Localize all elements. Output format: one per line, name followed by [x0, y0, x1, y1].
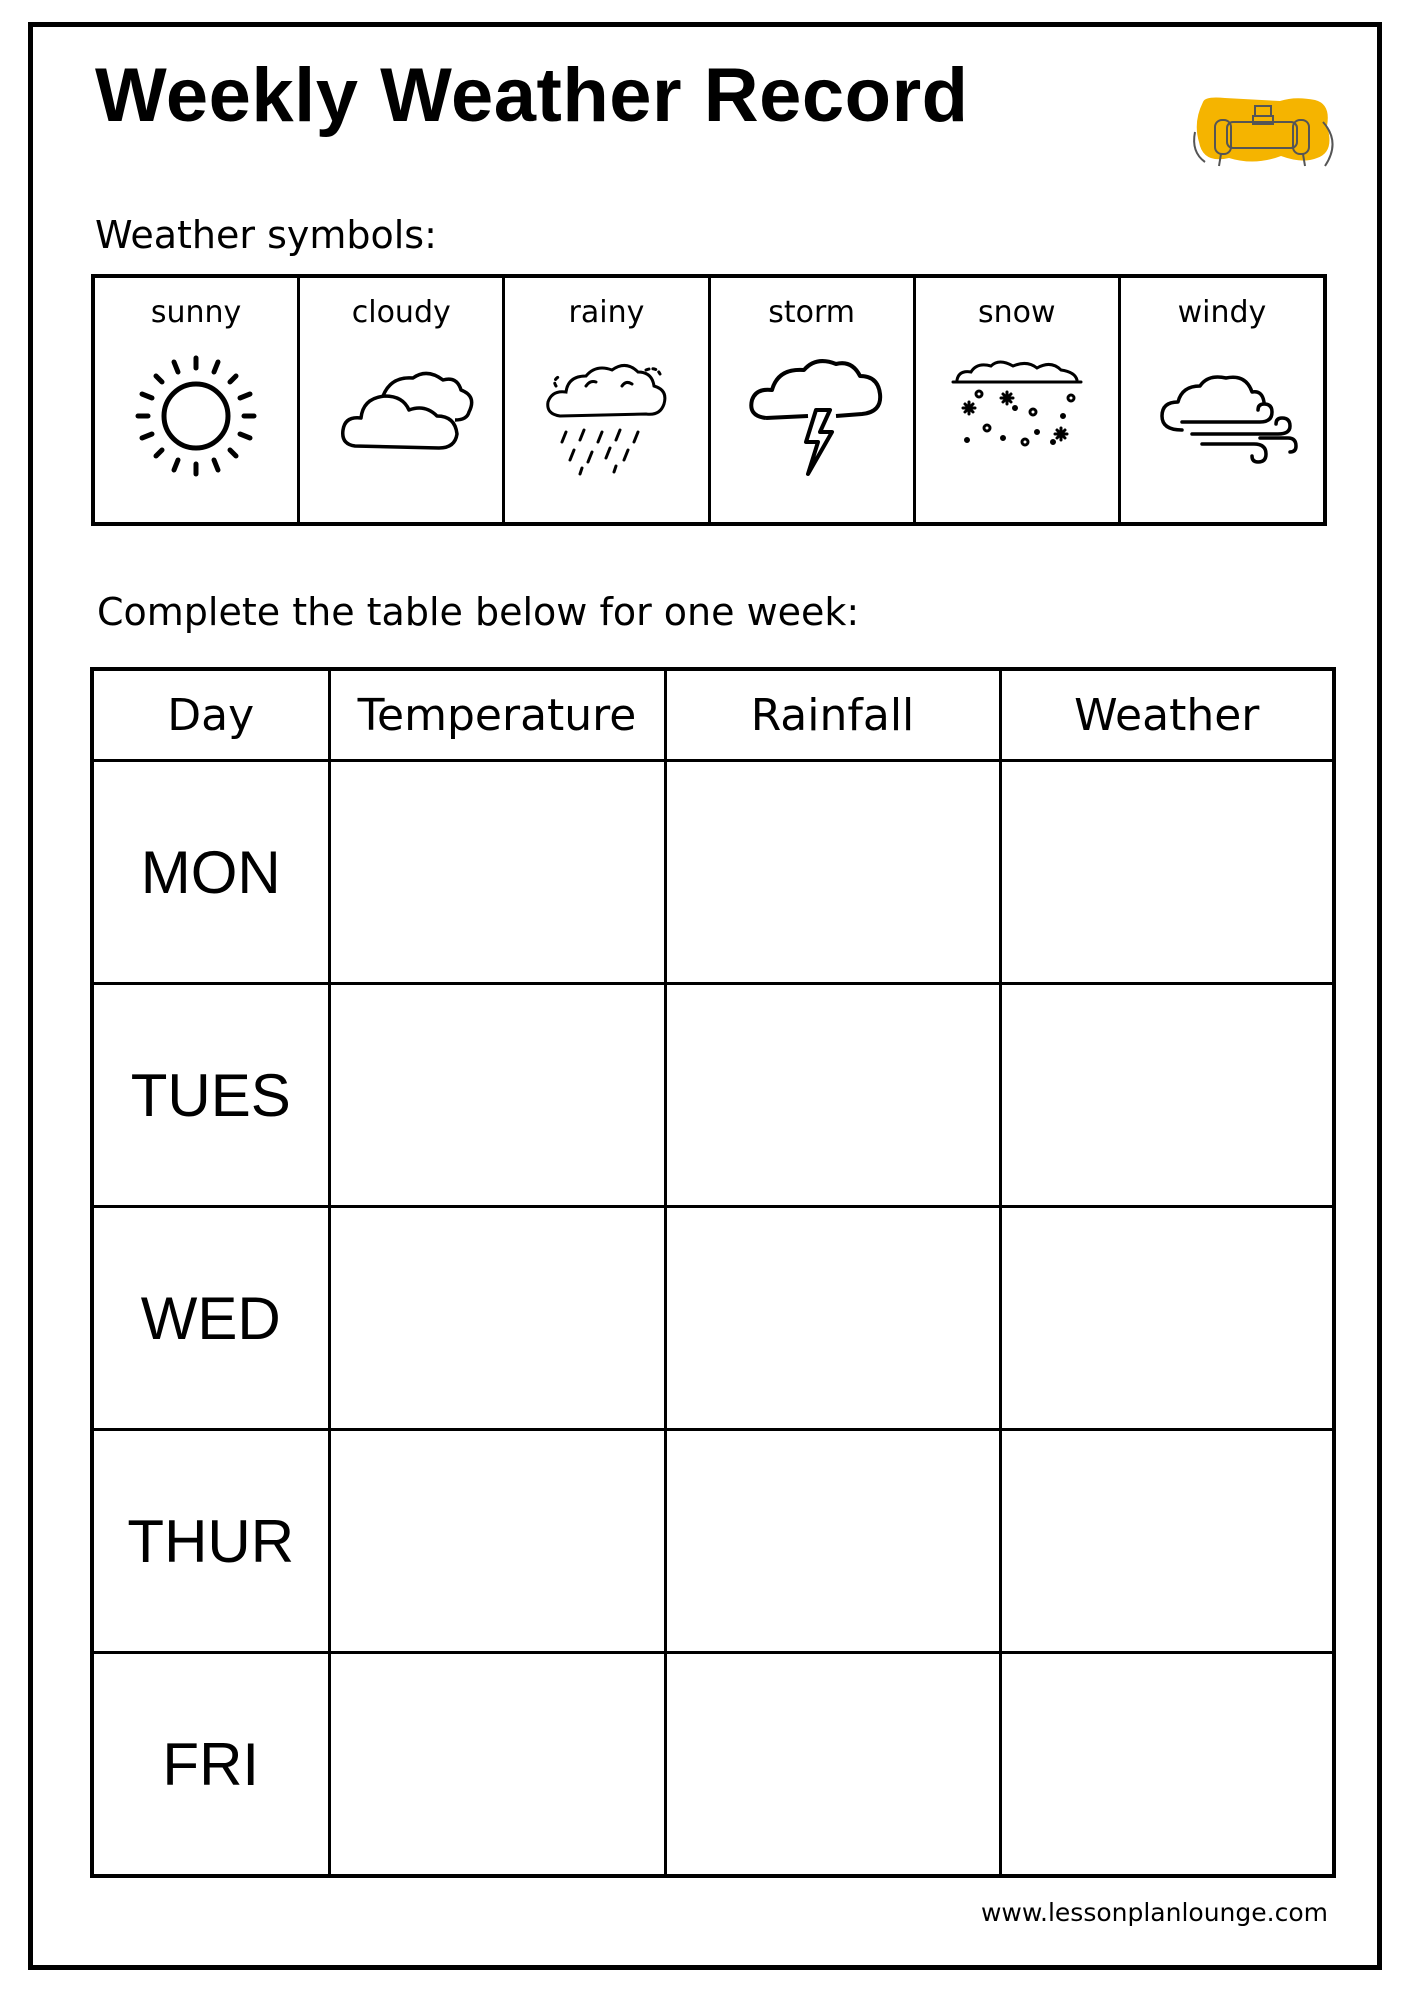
header-day: Day: [92, 669, 329, 761]
weather-symbols-grid: [91, 274, 1327, 526]
weather-cell[interactable]: [1000, 761, 1334, 984]
symbol-label: windy: [1177, 295, 1267, 330]
header-rainfall: Rainfall: [665, 669, 1000, 761]
rainfall-cell[interactable]: [665, 1207, 1000, 1430]
header-weather: Weather: [1000, 669, 1334, 761]
symbol-cell-sunny: [95, 278, 297, 522]
weather-cell[interactable]: [1000, 1653, 1334, 1877]
symbol-cell-snow: [913, 278, 1118, 522]
weather-cell[interactable]: [1000, 984, 1334, 1207]
weather-record-table: [90, 667, 1336, 1878]
sun-icon: [116, 346, 276, 486]
table-row: [92, 984, 1334, 1207]
weather-cell[interactable]: [1000, 1207, 1334, 1430]
temperature-cell[interactable]: [329, 1653, 665, 1877]
symbol-label: rainy: [568, 295, 645, 330]
table-header-row: [92, 669, 1334, 761]
table-row: [92, 1430, 1334, 1653]
day-cell: WED: [92, 1207, 329, 1430]
snow-cloud-icon: [937, 346, 1097, 486]
temperature-cell[interactable]: [329, 1207, 665, 1430]
day-cell: THUR: [92, 1430, 329, 1653]
storm-cloud-icon: [732, 346, 892, 486]
temperature-cell[interactable]: [329, 761, 665, 984]
day-cell: MON: [92, 761, 329, 984]
rainfall-cell[interactable]: [665, 761, 1000, 984]
weather-cell[interactable]: [1000, 1430, 1334, 1653]
symbol-label: snow: [978, 295, 1056, 330]
header-temperature: Temperature: [329, 669, 665, 761]
temperature-cell[interactable]: [329, 984, 665, 1207]
table-instruction: Complete the table below for one week:: [97, 590, 860, 634]
day-cell: FRI: [92, 1653, 329, 1877]
table-row: [92, 1207, 1334, 1430]
rainfall-cell[interactable]: [665, 1430, 1000, 1653]
symbol-label: cloudy: [351, 295, 451, 330]
temperature-cell[interactable]: [329, 1430, 665, 1653]
cloud-icon: [321, 346, 481, 486]
symbol-cell-windy: [1118, 278, 1323, 522]
symbol-cell-rainy: [502, 278, 707, 522]
day-cell: TUES: [92, 984, 329, 1207]
symbol-cell-cloudy: [297, 278, 502, 522]
table-row: [92, 1653, 1334, 1877]
wind-cloud-icon: [1142, 346, 1302, 486]
symbol-label: sunny: [150, 295, 242, 330]
symbols-label: Weather symbols:: [95, 213, 437, 257]
page-title: Weekly Weather Record: [95, 53, 969, 138]
rainfall-cell[interactable]: [665, 984, 1000, 1207]
armchair-logo-icon: [1185, 92, 1345, 192]
footer-url: www.lessonplanlounge.com: [980, 1898, 1328, 1927]
rain-cloud-icon: [526, 346, 686, 486]
symbol-cell-storm: [708, 278, 913, 522]
symbol-label: storm: [768, 295, 855, 330]
rainfall-cell[interactable]: [665, 1653, 1000, 1877]
table-row: [92, 761, 1334, 984]
